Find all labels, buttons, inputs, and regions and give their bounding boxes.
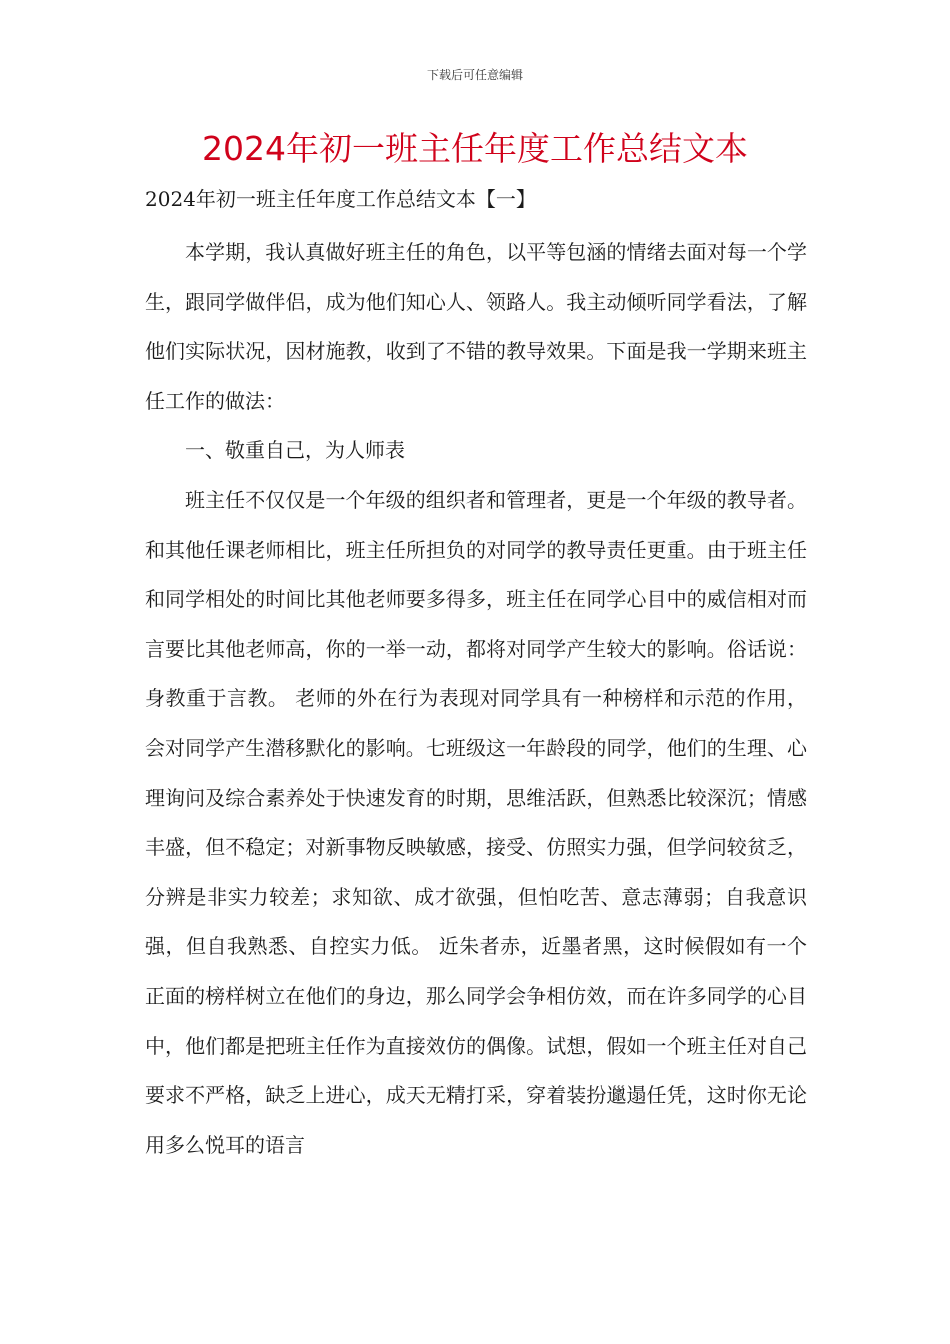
section-subtitle: 2024年初一班主任年度工作总结文本【一】	[145, 187, 536, 211]
document-title: 2024年初一班主任年度工作总结文本	[202, 129, 748, 168]
header-note: 下载后可任意编辑	[426, 68, 523, 82]
body-text	[145, 228, 807, 1170]
paragraph-heading-1: 一、敬重自己，为人师表	[185, 438, 405, 463]
paragraph-intro: 本学期，我认真做好班主任的角色，以平等包涵的情绪去面对每一个学生，跟同学做伴侣，成为他们知心人、领路人。我主动倾听同学看法，了解他们实际状况，因材施教，收到了不错的教导效果。下面是我一学期来班主任工作的做法：	[145, 240, 807, 413]
paragraph-body-1: 班主任不仅仅是一个年级的组织者和管理者，更是一个年级的教导者。和其他任课老师相比，班主任所担负的对同学的教导责任更重。由于班主任和同学相处的时间比其他老师要多得多，班主任在同学心目中的威信相对而言要比其他老师高，你的一举一动，都将对同学产生较大的影响。俗话说： 身教重于言教。 老师的外在行为表现对同学具有一种榜样和示范的作用，会对同学产生潜移默化的影响。七班级这一年龄段的同学，他们的生理、心理询问及综合素养处于快速发育的时期，思维活跃，但熟悉比较深沉；情感丰盛，但不稳定；对新事物反映敏感，接受、仿照实力强，但学问较贫乏，分辨是非实力较差；求知欲、成才欲强，但怕吃苦、意志薄弱；自我意识强，但自我熟悉、自控实力低。 近朱者赤，近墨者黑，这时候假如有一个正面的榜样树立在他们的身边，那么同学会争相仿效，而在许多同学的心目中，他们都是把班主任作为直接效仿的偶像。试想，假如一个班主任对自己要求不严格，缺乏上进心，成天无精打采，穿着装扮邋遢任凭，这时你无论用多么悦耳的语言	[145, 487, 807, 1157]
